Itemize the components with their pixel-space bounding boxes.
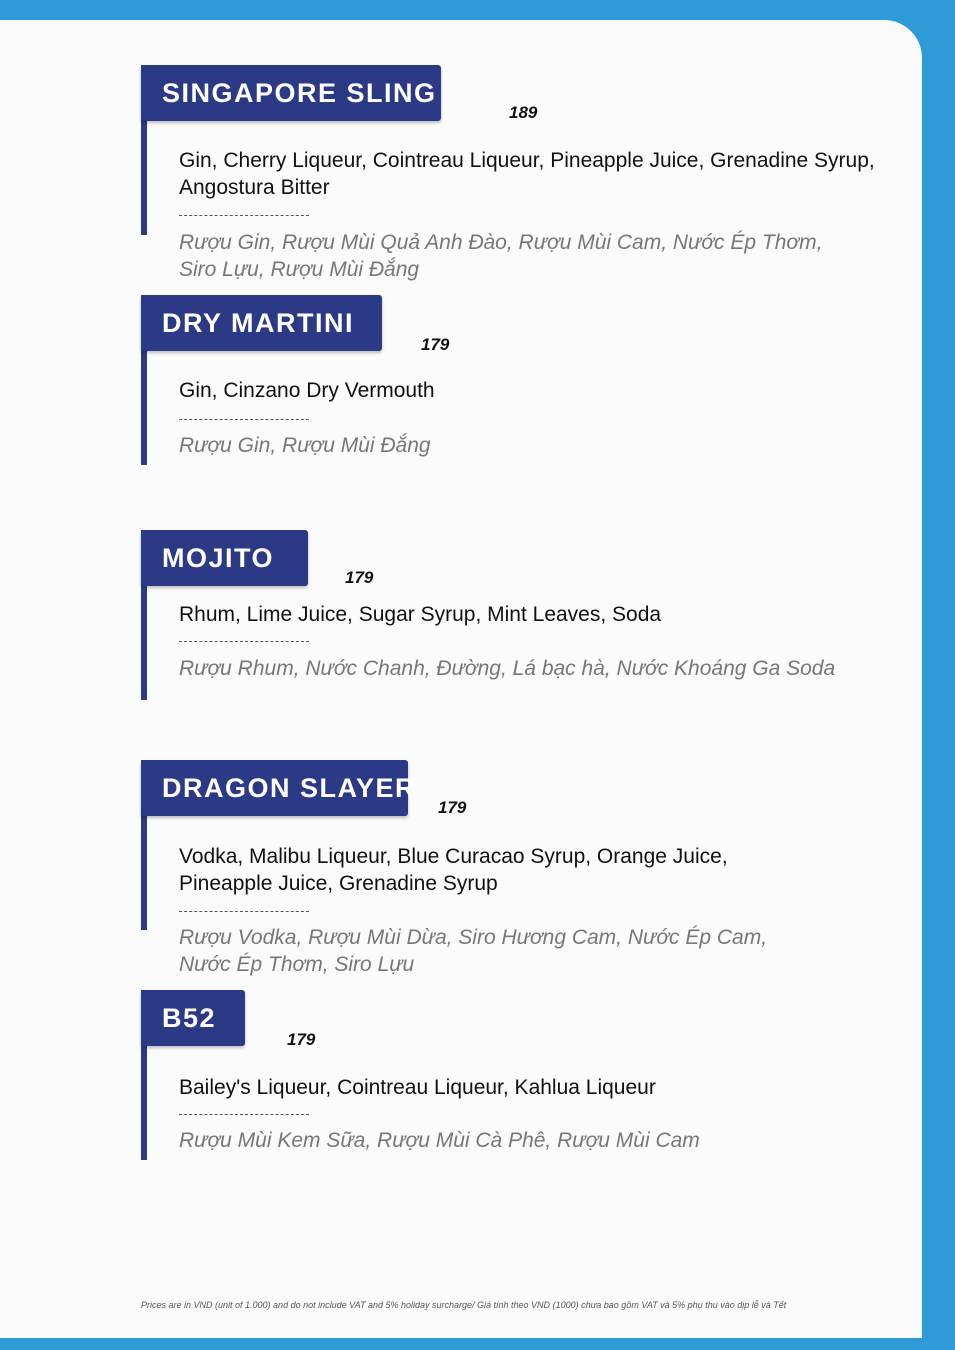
item-price: 179 — [438, 798, 467, 817]
item-price: 179 — [345, 568, 374, 587]
item-divider — [179, 419, 309, 420]
item-title-box — [141, 295, 382, 351]
item-ingredients-en-line-1: Bailey's Liqueur, Cointreau Liqueur, Kahlua Liqueur — [179, 1076, 656, 1099]
item-title-box — [141, 990, 245, 1046]
item-title-box — [141, 760, 417, 816]
menu-page — [0, 20, 922, 1338]
item-ingredients-en-line-1: Vodka, Malibu Liqueur, Blue Curacao Syrup, Orange Juice, — [179, 845, 728, 868]
item-title: MOJITO — [162, 543, 275, 573]
item-ingredients-vi-line-1: Rượu Gin, Rượu Mùi Quả Anh Đào, Rượu Mùi Cam, Nước Ép Thơm, — [179, 231, 823, 254]
item-ingredients-en-line-1: Rhum, Lime Juice, Sugar Syrup, Mint Leaves, Soda — [179, 603, 662, 626]
item-ingredients-vi-line-2: Nước Ép Thơm, Siro Lựu — [179, 953, 415, 976]
item-ingredients-en-line-2: Angostura Bitter — [179, 176, 330, 199]
item-title-box — [141, 65, 441, 121]
price-footnote: Prices are in VND (unit of 1.000) and do not include VAT and 5% holiday surcharge/ Giá tính theo VND (1000) chưa bao gồm VAT và 5% phụ thu vào dịp lễ và Tết — [141, 1300, 787, 1310]
item-divider — [179, 911, 309, 912]
item-price: 179 — [287, 1030, 316, 1049]
item-title: B52 — [162, 1003, 217, 1033]
item-price: 189 — [509, 103, 538, 122]
item-divider — [179, 1114, 309, 1115]
item-ingredients-en-line-1: Gin, Cherry Liqueur, Cointreau Liqueur, Pineapple Juice, Grenadine Syrup, — [179, 149, 875, 172]
item-ingredients-vi-line-1: Rượu Vodka, Rượu Mùi Dừa, Siro Hương Cam, Nước Ép Cam, — [179, 926, 768, 949]
item-ingredients-vi-line-1: Rượu Mùi Kem Sữa, Rượu Mùi Cà Phê, Rượu Mùi Cam — [179, 1129, 700, 1152]
item-ingredients-en-line-2: Pineapple Juice, Grenadine Syrup — [179, 872, 498, 895]
item-title-box — [141, 530, 308, 586]
item-ingredients-en-line-1: Gin, Cinzano Dry Vermouth — [179, 379, 435, 402]
item-title: SINGAPORE SLING — [162, 78, 437, 108]
item-ingredients-vi-line-1: Rượu Gin, Rượu Mùi Đắng — [179, 434, 431, 457]
item-price: 179 — [421, 335, 450, 354]
item-title: DRAGON SLAYER — [162, 773, 417, 803]
item-title: DRY MARTINI — [162, 308, 354, 338]
item-divider — [179, 215, 309, 216]
item-ingredients-vi-line-2: Siro Lựu, Rượu Mùi Đắng — [179, 258, 420, 281]
item-divider — [179, 641, 309, 642]
item-ingredients-vi-line-1: Rượu Rhum, Nước Chanh, Đường, Lá bạc hà, Nước Khoáng Ga Soda — [179, 657, 836, 680]
